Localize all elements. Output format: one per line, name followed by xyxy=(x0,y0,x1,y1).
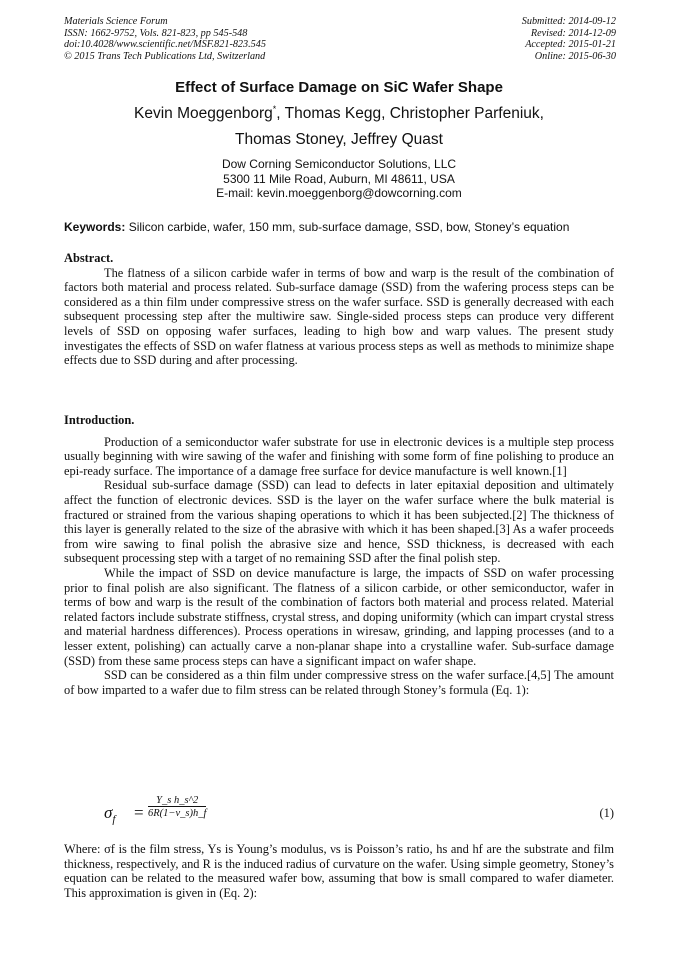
journal-info xyxy=(64,16,266,62)
corresponding-author: Kevin Moeggenborg xyxy=(134,105,273,123)
publication-dates xyxy=(522,16,616,62)
copyright-line: © 2015 Trans Tech Publications Ltd, Switzerland xyxy=(64,50,266,62)
abstract-heading: Abstract. xyxy=(64,251,114,265)
intro-paragraph: Residual sub-surface damage (SSD) can lead to defects in later epitaxial deposition and ultimately affect the function of electronic devices. SSD is the layer on the wafer surface where the bulk material is fractured or strained from the various shaping operations to which it has been subjected.[2] The thickness of this layer is generally related to the size of the abrasive with which it has been shaped.[3] As a wafer proceeds from wire sawing to final polish the abrasive size and hence, SSD thickness, is decreased with each subsequent processing step with a target of no remaining SSD after the final polish step. xyxy=(64,478,614,566)
affiliation-address: 5300 11 Mile Road, Auburn, MI 48611, USA xyxy=(223,171,455,186)
abstract-text: The flatness of a silicon carbide wafer in terms of bow and warp is the result of the combination of factors both material and process related. Sub-surface damage (SSD) from the wafering process steps can be considered as a thin film under compressive stress on the wafer surface. SSD is generally decreased with each subsequent processing step after the multiwire saw. Single-sided process steps can produce very different levels of SSD on opposing wafer surfaces, leading to high bow and warp values. The present study investigates the effects of SSD on wafer flatness at various process steps as well as methods to minimize shape effects due to SSD during and after processing. xyxy=(64,265,614,368)
accepted-date: Accepted: 2015-01-21 xyxy=(525,39,616,51)
doi-line: doi:10.4028/www.scientific.net/MSF.821-823.545 xyxy=(64,39,266,51)
submitted-date: Submitted: 2014-09-12 xyxy=(521,16,616,27)
equation-numerator: Y_s h_s^2 xyxy=(148,795,206,807)
affiliation-org: Dow Corning Semiconductor Solutions, LLC xyxy=(221,157,457,171)
stoney-equation xyxy=(100,795,614,829)
corresponding-mark: * xyxy=(272,104,277,114)
equation-number: (1) xyxy=(599,806,614,820)
keywords xyxy=(64,220,624,234)
intro-paragraph: SSD can be considered as a thin film under compressive stress on the wafer surface.[4,5] The amount of bow imparted to a wafer due to film stress can be related through Stoney’s formula (Eq. 1): xyxy=(64,668,614,697)
intro-paragraph: Production of a semiconductor wafer substrate for use in electronic devices is a multiple step process usually beginning with wire sawing of the wafer and finishing with some form of fine polishing to produce an epi-ready surface. The importance of a damage free surface for device manufacture is well known.[1] xyxy=(64,434,614,478)
affiliation xyxy=(0,157,678,201)
online-date: Online: 2015-06-30 xyxy=(534,50,616,62)
revised-date: Revised: 2014-12-09 xyxy=(530,27,616,39)
after-equation-paragraph: Where: σf is the film stress, Ys is Young’s modulus, νs is Poisson’s ratio, hs and hf are the substrate and film thickness, respectively, and R is the induced radius of curvature on the wafer. Using simple geometry, Stoney’s equation can be related to the measured wafer bow, assuming that bow is small compared to wafer diameter. This approximation is given in (Eq. 2): xyxy=(64,842,614,900)
introduction-heading: Introduction. xyxy=(64,413,135,427)
abstract-section xyxy=(64,251,614,368)
keywords-label: Keywords: xyxy=(64,220,126,234)
introduction-section xyxy=(64,413,614,697)
intro-paragraph: While the impact of SSD on device manufacture is large, the impacts of SSD on wafer processing prior to final polish are also significant. The flatness of a silicon carbide, or other semiconductor, wafer in terms of bow and warp is the result of the combination of factors both material and process related. Material related factors include substrate stiffness, crystal stress, and doping uniformity (which can impart crystal stress and material hardness differences). Process operations in wiresaw, grinding, and lapping processes (and to a lesser extent, polishing) can actually carve a non-planar shape into a crystalline wafer. Sub-surface damage (SSD) from these same process steps can have a significant impact on wafer shape. xyxy=(64,565,614,668)
equation-lhs: $\sigma_f$ xyxy=(104,803,116,826)
affiliation-email: E-mail: kevin.moeggenborg@dowcorning.com xyxy=(216,186,462,200)
journal-name: Materials Science Forum xyxy=(64,16,168,27)
author-line-2: Thomas Stoney, Jeffrey Quast xyxy=(235,131,443,148)
equation-fraction xyxy=(148,795,206,819)
issn-line: ISSN: 1662-9752, Vols. 821-823, pp 545-548 xyxy=(64,27,248,39)
author-line-1 xyxy=(0,104,678,123)
other-authors: , Thomas Kegg, Christopher Parfeniuk, xyxy=(276,105,544,123)
equation-denominator: 6R(1−ν_s)h_f xyxy=(148,808,207,819)
paper-title: Effect of Surface Damage on SiC Wafer Shape xyxy=(175,79,503,96)
keywords-text: Silicon carbide, wafer, 150 mm, sub-surface damage, SSD, bow, Stoney’s equation xyxy=(125,220,570,234)
equation-equals: = xyxy=(134,803,144,822)
